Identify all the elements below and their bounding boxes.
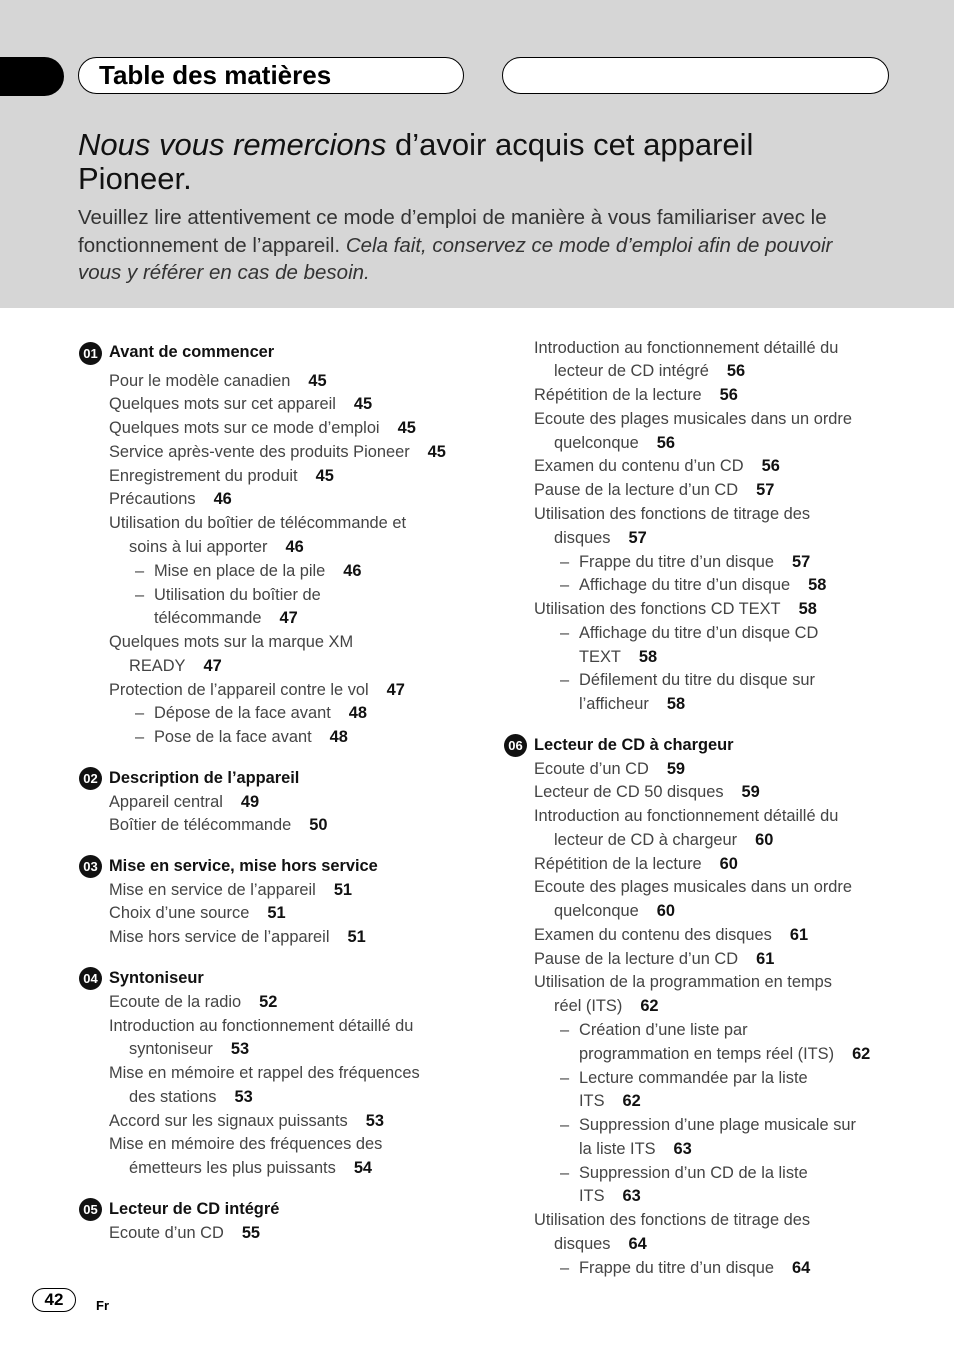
chapter-badge: 01	[79, 342, 102, 365]
toc-entry[interactable]: Appareil central 49	[109, 793, 260, 811]
toc-entry[interactable]: Pause de la lecture d’un CD 57	[534, 481, 775, 499]
sub-entry-dash: –	[560, 1116, 570, 1134]
toc-entry-line1[interactable]: Utilisation de la programmation en temps	[534, 973, 832, 991]
toc-entry-line1[interactable]: Utilisation du boîtier de télécommande et	[109, 514, 407, 532]
toc-entry[interactable]: Service après-vente des produits Pioneer 45	[109, 443, 446, 461]
toc-entry-line2[interactable]: quelconque 56	[554, 434, 675, 452]
toc-entry[interactable]: Examen du contenu d’un CD 56	[534, 457, 780, 475]
toc-subentry[interactable]: Frappe du titre d’un disque 57	[579, 553, 811, 571]
intro-paragraph	[78, 204, 898, 287]
sub-entry-dash: –	[560, 553, 570, 571]
section-tab-marker	[0, 57, 64, 96]
toc-subentry[interactable]: Frappe du titre d’un disque 64	[579, 1259, 811, 1277]
toc-subentry[interactable]: Mise en place de la pile 46	[154, 562, 362, 580]
toc-subentry-line2[interactable]: l’afficheur 58	[579, 695, 686, 713]
toc-subentry[interactable]: Dépose de la face avant 48	[154, 704, 368, 722]
toc-entry-line2[interactable]: READY 47	[129, 657, 222, 675]
sub-entry-dash: –	[560, 1021, 570, 1039]
toc-subentry-line1[interactable]: Suppression d’une plage musicale sur	[579, 1116, 856, 1134]
page-headline	[78, 128, 918, 196]
toc-entry[interactable]: Utilisation des fonctions CD TEXT 58	[534, 600, 817, 618]
sub-entry-dash: –	[135, 562, 145, 580]
toc-entry-line2[interactable]: soins à lui apporter 46	[129, 538, 304, 556]
toc-entry-line1[interactable]: Utilisation des fonctions de titrage des	[534, 505, 811, 523]
chapter-badge: 04	[79, 967, 102, 990]
intro-line1: Veuillez lire attentivement ce mode d’emploi de manière à vous familiariser avec le	[78, 206, 827, 229]
toc-subentry-line2[interactable]: ITS 63	[579, 1187, 641, 1205]
chapter-badge: 02	[79, 767, 102, 790]
chapter-title[interactable]: Syntoniseur	[109, 969, 204, 987]
intro-line3-italic: vous y référer en cas de besoin.	[78, 261, 370, 284]
toc-entry[interactable]: Répétition de la lecture 60	[534, 855, 738, 873]
toc-entry[interactable]: Quelques mots sur cet appareil 45	[109, 395, 373, 413]
toc-entry[interactable]: Quelques mots sur ce mode d’emploi 45	[109, 419, 416, 437]
toc-entry-line1[interactable]: Introduction au fonctionnement détaillé du	[534, 807, 839, 825]
toc-entry-line2[interactable]: syntoniseur 53	[129, 1040, 250, 1058]
chapter-title[interactable]: Description de l’appareil	[109, 769, 300, 787]
empty-title-box	[502, 57, 889, 94]
toc-entry-line1[interactable]: Introduction au fonctionnement détaillé du	[534, 339, 839, 357]
chapter-badge: 06	[504, 734, 527, 757]
toc-entry-line1[interactable]: Introduction au fonctionnement détaillé du	[109, 1017, 414, 1035]
language-code: Fr	[96, 1298, 109, 1313]
chapter-badge: 03	[79, 855, 102, 878]
headline-line2: Pioneer.	[78, 161, 192, 196]
chapter-title[interactable]: Lecteur de CD à chargeur	[534, 736, 734, 754]
sub-entry-dash: –	[135, 704, 145, 722]
headline-italic: Nous vous remercions	[78, 127, 387, 162]
toc-entry[interactable]: Examen du contenu des disques 61	[534, 926, 809, 944]
toc-entry-line1[interactable]: Mise en mémoire des fréquences des	[109, 1135, 383, 1153]
sub-entry-dash: –	[560, 1164, 570, 1182]
toc-subentry-line2[interactable]: télécommande 47	[154, 609, 298, 627]
toc-entry[interactable]: Boîtier de télécommande 50	[109, 816, 328, 834]
toc-entry[interactable]: Ecoute d’un CD 59	[534, 760, 686, 778]
sub-entry-dash: –	[560, 624, 570, 642]
toc-subentry-line2[interactable]: ITS 62	[579, 1092, 641, 1110]
toc-entry[interactable]: Ecoute de la radio 52	[109, 993, 278, 1011]
toc-entry[interactable]: Enregistrement du produit 45	[109, 467, 334, 485]
sub-entry-dash: –	[560, 671, 570, 689]
toc-entry-line2[interactable]: lecteur de CD à chargeur 60	[554, 831, 774, 849]
chapter-title[interactable]: Lecteur de CD intégré	[109, 1200, 280, 1218]
toc-entry[interactable]: Pour le modèle canadien 45	[109, 372, 327, 390]
toc-entry-line1[interactable]: Ecoute des plages musicales dans un ordre	[534, 878, 852, 896]
toc-subentry-line2[interactable]: la liste ITS 63	[579, 1140, 692, 1158]
toc-entry-line2[interactable]: des stations 53	[129, 1088, 253, 1106]
toc-entry[interactable]: Pause de la lecture d’un CD 61	[534, 950, 775, 968]
toc-entry-line2[interactable]: émetteurs les plus puissants 54	[129, 1159, 373, 1177]
sub-entry-dash: –	[560, 576, 570, 594]
toc-subentry[interactable]: Affichage du titre d’un disque 58	[579, 576, 827, 594]
toc-entry-line1[interactable]: Quelques mots sur la marque XM	[109, 633, 354, 651]
chapter-title[interactable]: Avant de commencer	[109, 343, 275, 361]
toc-entry-line2[interactable]: réel (ITS) 62	[554, 997, 659, 1015]
toc-entry[interactable]: Précautions 46	[109, 490, 232, 508]
toc-entry-line2[interactable]: disques 64	[554, 1235, 647, 1253]
sub-entry-dash: –	[560, 1259, 570, 1277]
toc-entry[interactable]: Répétition de la lecture 56	[534, 386, 738, 404]
toc-subentry-line1[interactable]: Suppression d’un CD de la liste	[579, 1164, 808, 1182]
sub-entry-dash: –	[135, 728, 145, 746]
sub-entry-dash: –	[135, 586, 145, 604]
toc-subentry-line1[interactable]: Lecture commandée par la liste	[579, 1069, 808, 1087]
toc-entry-line1[interactable]: Utilisation des fonctions de titrage des	[534, 1211, 811, 1229]
toc-entry[interactable]: Accord sur les signaux puissants 53	[109, 1112, 384, 1130]
toc-entry[interactable]: Choix d’une source 51	[109, 904, 286, 922]
toc-entry[interactable]: Protection de l’appareil contre le vol 47	[109, 681, 405, 699]
toc-subentry-line1[interactable]: Affichage du titre d’un disque CD	[579, 624, 819, 642]
headline-rest: d’avoir acquis cet appareil	[386, 127, 754, 162]
toc-subentry[interactable]: Pose de la face avant 48	[154, 728, 348, 746]
toc-entry[interactable]: Mise hors service de l’appareil 51	[109, 928, 366, 946]
toc-entry-line1[interactable]: Mise en mémoire et rappel des fréquences	[109, 1064, 420, 1082]
toc-subentry-line1[interactable]: Utilisation du boîtier de	[154, 586, 321, 604]
toc-entry[interactable]: Lecteur de CD 50 disques 59	[534, 783, 760, 801]
chapter-badge: 05	[79, 1198, 102, 1221]
intro-line2: fonctionnement de l’appareil.	[78, 233, 346, 257]
intro-line2-italic: Cela fait, conservez ce mode d’emploi afin de pouvoir	[345, 233, 833, 257]
toc-subentry-line1[interactable]: Défilement du titre du disque sur	[579, 671, 815, 689]
page-number: 42	[32, 1288, 76, 1312]
toc-subentry-line2[interactable]: programmation en temps réel (ITS) 62	[579, 1045, 871, 1063]
toc-entry-line2[interactable]: quelconque 60	[554, 902, 675, 920]
toc-entry[interactable]: Mise en service de l’appareil 51	[109, 881, 353, 899]
sub-entry-dash: –	[560, 1069, 570, 1087]
toc-entry[interactable]: Ecoute d’un CD 55	[109, 1224, 261, 1242]
toc-entry-line1[interactable]: Ecoute des plages musicales dans un ordre	[534, 410, 852, 428]
toc-entry-line2[interactable]: disques 57	[554, 529, 647, 547]
toc-subentry-line2[interactable]: TEXT 58	[579, 648, 658, 666]
section-title-box	[78, 57, 464, 94]
section-title: Table des matières	[99, 60, 332, 90]
chapter-title[interactable]: Mise en service, mise hors service	[109, 857, 378, 875]
toc-subentry-line1[interactable]: Création d’une liste par	[579, 1021, 748, 1039]
toc-entry-line2[interactable]: lecteur de CD intégré 56	[554, 362, 746, 380]
